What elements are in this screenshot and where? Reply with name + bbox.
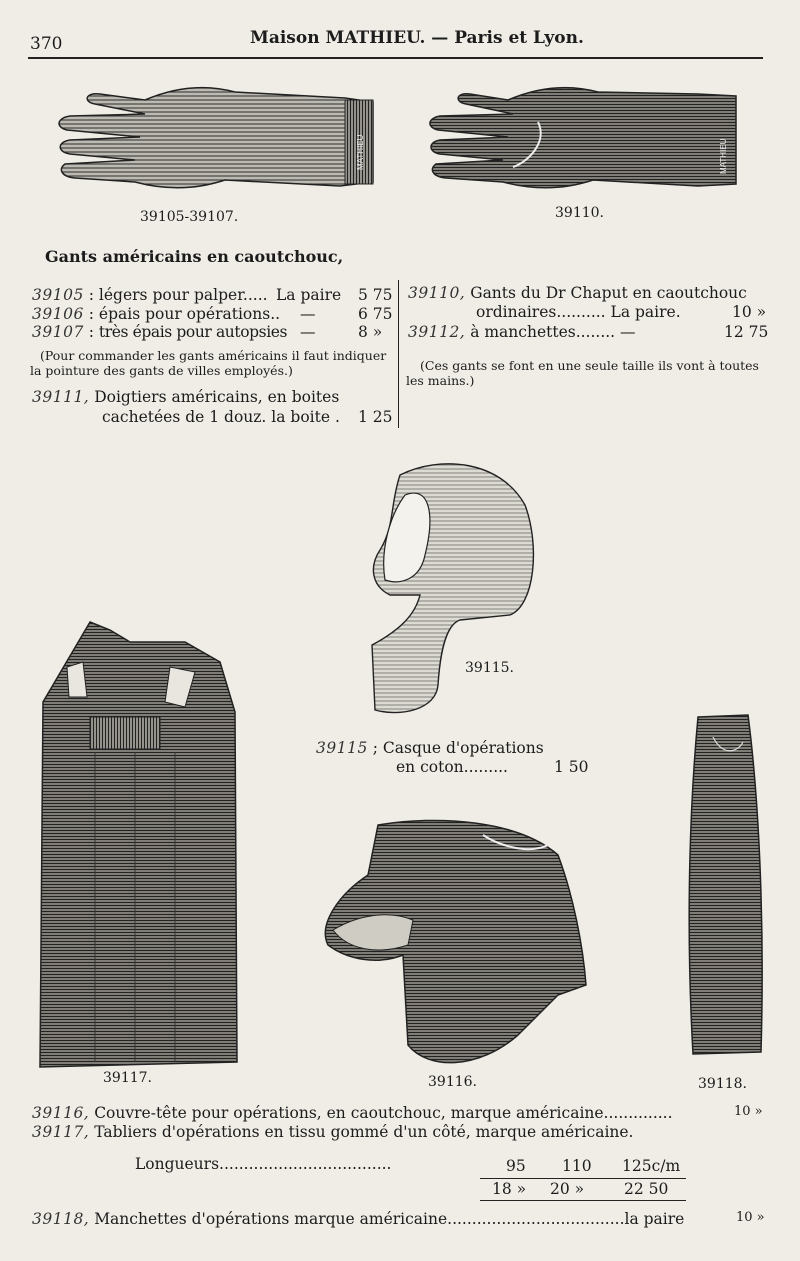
glove-illustration-right bbox=[428, 82, 738, 192]
left-note: (Pour commander les gants américains il faut indiquer la pointure des gants de villes employés.) bbox=[30, 348, 387, 378]
column-divider bbox=[398, 280, 399, 428]
hood-illustration bbox=[360, 455, 540, 720]
length-125: 125c/m bbox=[622, 1157, 681, 1175]
glove-stamp-right: MATHIEU bbox=[719, 138, 728, 174]
casque-item: 39115 ; Casque d'opérations en coton......... 1 50 bbox=[316, 739, 589, 776]
figure-label-sleeve: 39118. bbox=[698, 1076, 747, 1092]
page-number: 370 bbox=[30, 34, 63, 54]
longueurs-label: Longueurs................................... bbox=[135, 1155, 392, 1173]
length-table-rule-top bbox=[480, 1178, 686, 1179]
right-note: (Ces gants se font en une seule taille ils vont à toutes les mains.) bbox=[406, 358, 759, 388]
figure-label-gloves-39110: 39110. bbox=[555, 205, 604, 221]
figure-label-apron: 39117. bbox=[103, 1070, 152, 1086]
cape-illustration bbox=[318, 815, 588, 1075]
length-table-rule-bottom bbox=[480, 1200, 686, 1201]
list-item: 39118, Manchettes d'opérations marque américaine....................................la paire 10 » bbox=[32, 1210, 765, 1228]
glove-stamp-left: MATHIEU bbox=[356, 134, 365, 170]
glove-illustration-left bbox=[55, 82, 375, 192]
page-header-title: Maison MATHIEU. — Paris et Lyon. bbox=[250, 28, 584, 48]
sleeve-illustration bbox=[683, 712, 773, 1057]
list-item: 39105 : légers pour palper..... La paire 5 75 bbox=[32, 286, 393, 304]
list-item: 39116, Couvre-tête pour opérations, en caoutchouc, marque américaine.............. 10 » bbox=[32, 1104, 763, 1122]
list-item: 39117, Tabliers d'opérations en tissu gommé d'un côté, marque américaine. bbox=[32, 1123, 634, 1141]
price-95: 18 » bbox=[492, 1180, 527, 1198]
figure-label-gloves-39105: 39105-39107. bbox=[140, 209, 239, 225]
price-110: 20 » bbox=[550, 1180, 585, 1198]
length-95: 95 bbox=[506, 1157, 526, 1175]
figure-label-hood: 39115. bbox=[465, 660, 514, 676]
doigtiers-item: 39111, Doigtiers américains, en boites cachetées de 1 douz. la boite . 1 25 bbox=[32, 388, 393, 426]
list-item: 39110, Gants du Dr Chaput en caoutchouc ordinaires.......... La paire. 10 » bbox=[408, 284, 767, 321]
list-item: 39106 : épais pour opérations.. — 6 75 bbox=[32, 305, 393, 323]
section-title: Gants américains en caoutchouc, bbox=[45, 247, 344, 266]
length-110: 110 bbox=[562, 1157, 592, 1175]
list-item: 39107 : très épais pour autopsies — 8 » bbox=[32, 323, 383, 341]
header-rule bbox=[28, 57, 763, 59]
list-item: 39112, à manchettes........ — 12 75 bbox=[408, 323, 769, 341]
apron-illustration bbox=[35, 622, 240, 1072]
price-125: 22 50 bbox=[624, 1180, 669, 1198]
figure-label-cape: 39116. bbox=[428, 1074, 477, 1090]
